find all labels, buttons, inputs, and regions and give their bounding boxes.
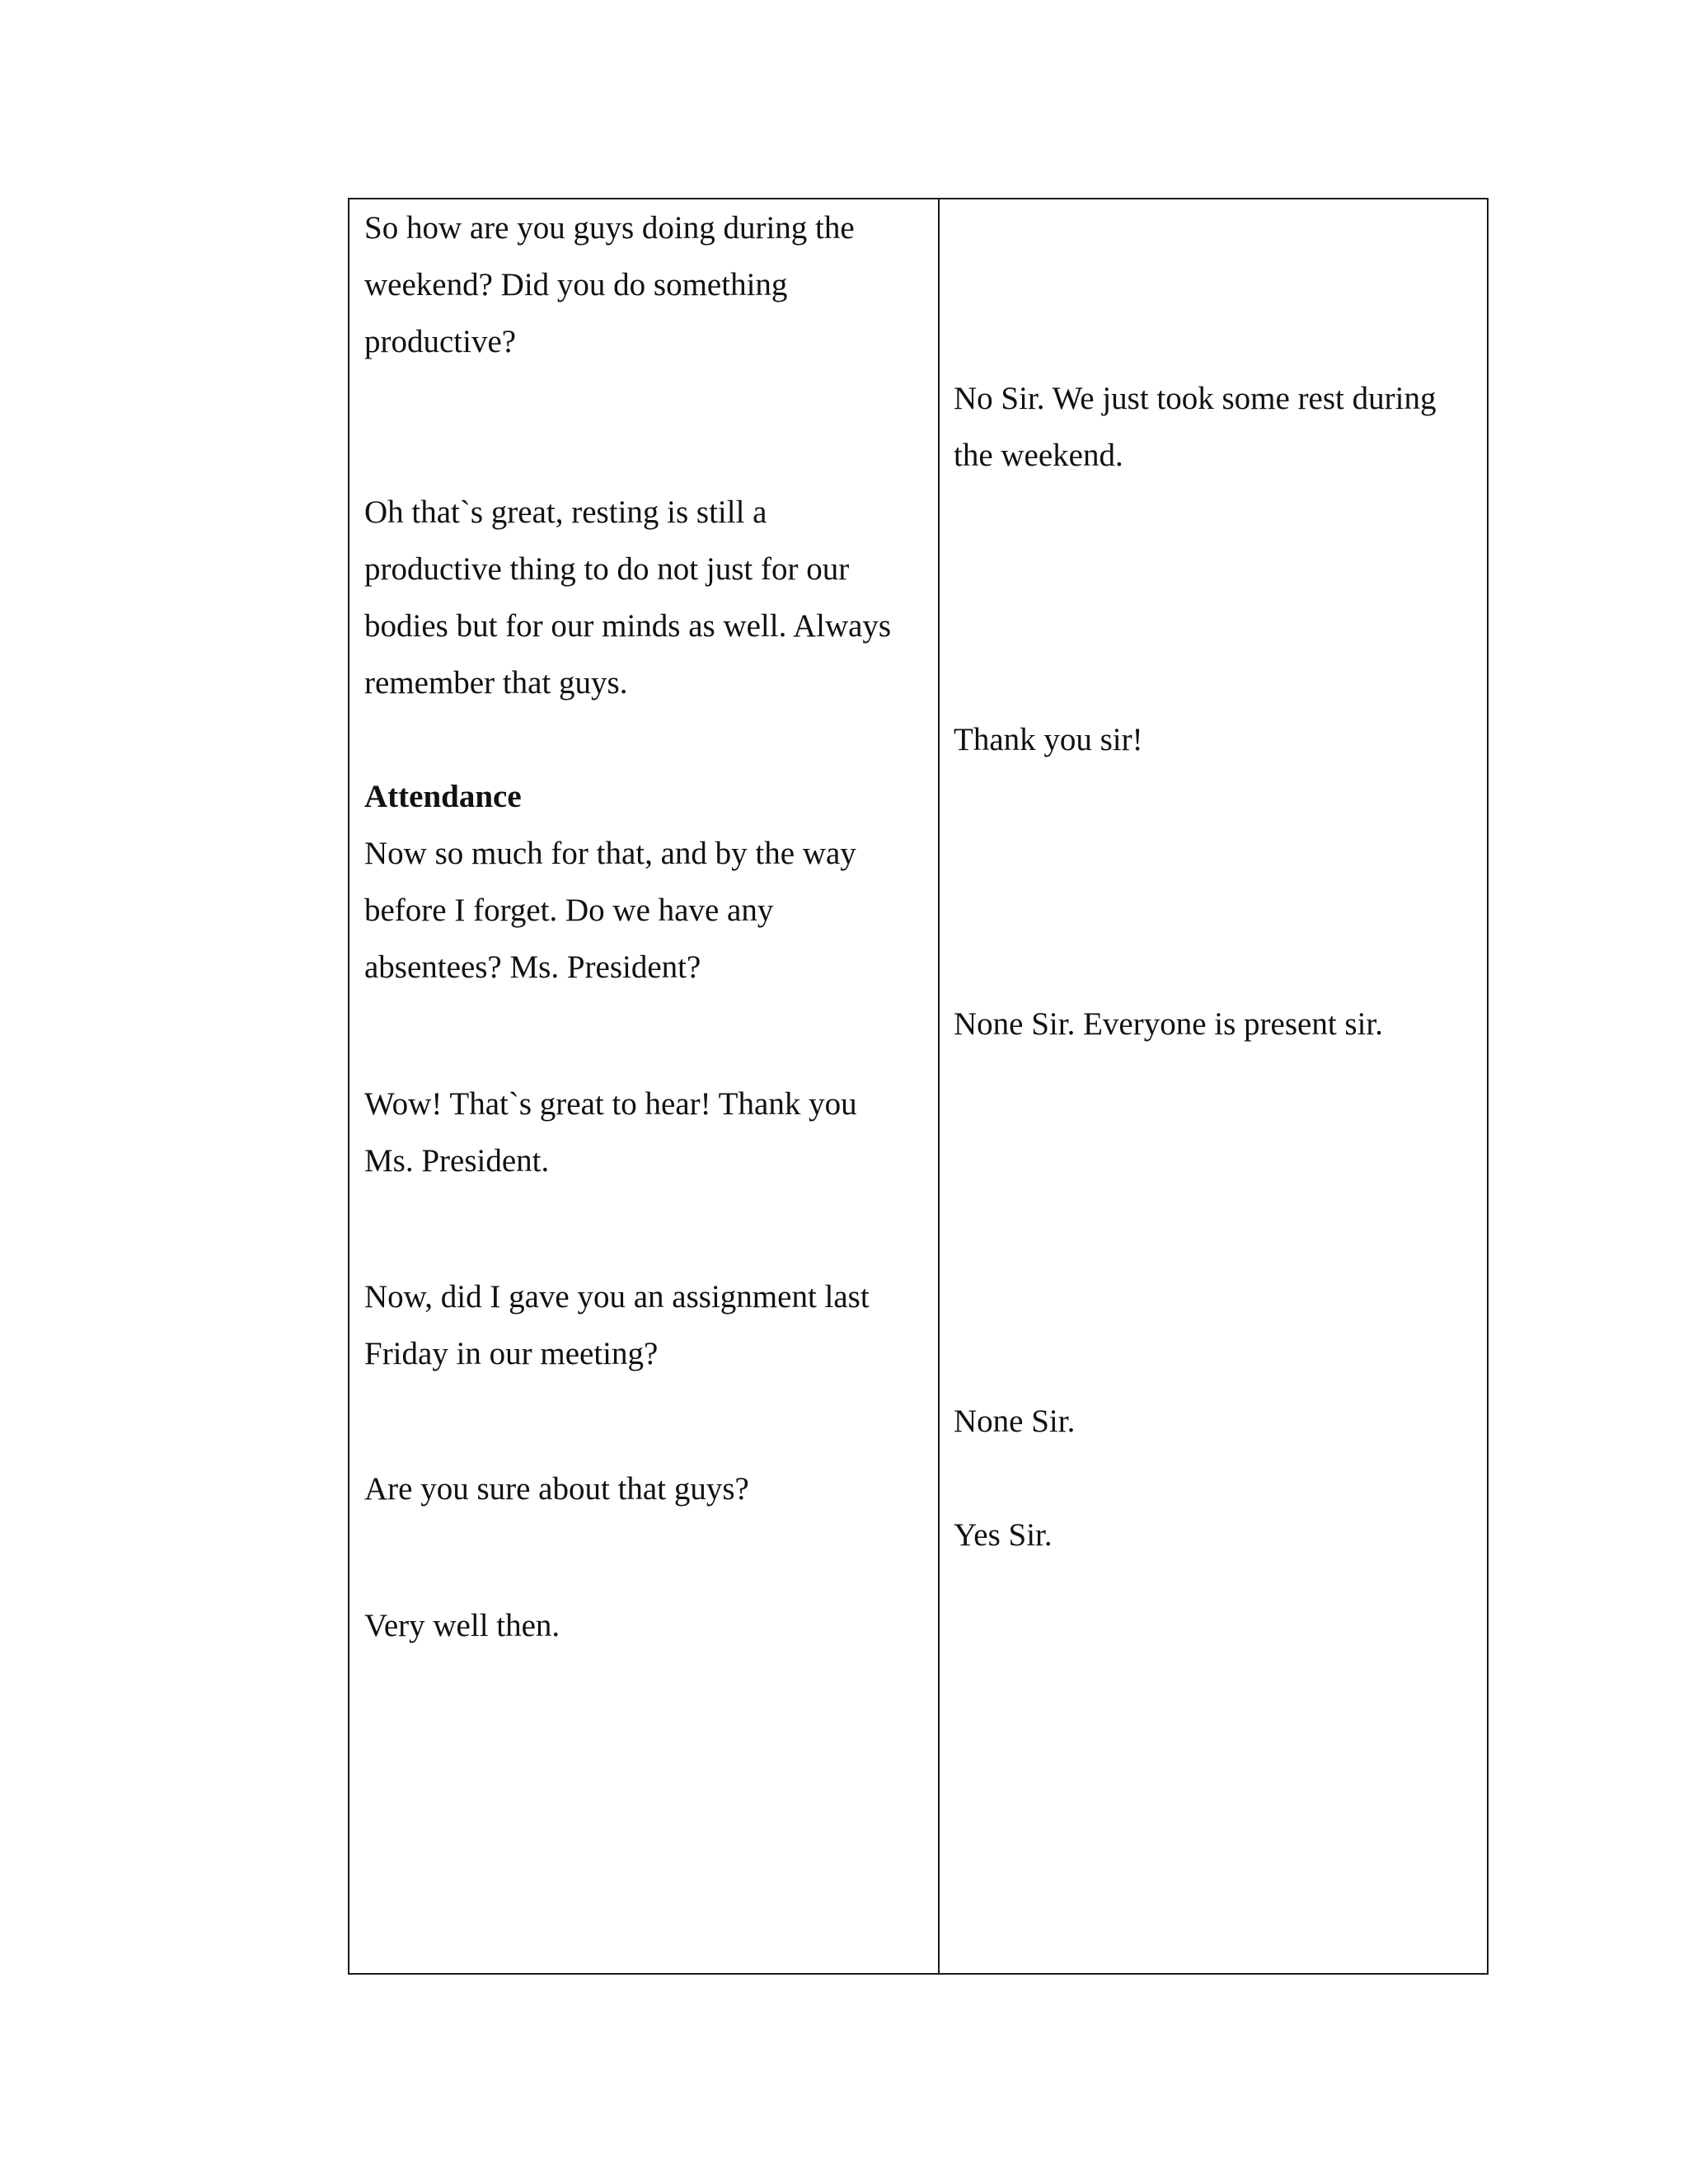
attendance-heading: Attendance: [364, 779, 522, 814]
teacher-closing: Very well then.: [364, 1608, 560, 1643]
teacher-attendance-reply-line-1: Wow! That`s great to hear! Thank you: [364, 1086, 857, 1122]
teacher-attendance-question-line-3: absentees? Ms. President?: [364, 949, 701, 985]
student-confirm-answer: Yes Sir.: [954, 1517, 1053, 1553]
teacher-greeting-line-2: weekend? Did you do something: [364, 267, 788, 302]
dialogue-table: [348, 198, 1489, 1975]
teacher-rest-comment-line-4: remember that guys.: [364, 665, 628, 701]
student-assignment-answer: None Sir.: [954, 1404, 1076, 1439]
teacher-rest-comment-line-2: productive thing to do not just for our: [364, 551, 850, 587]
teacher-rest-comment-line-3: bodies but for our minds as well. Always: [364, 608, 892, 644]
student-weekend-answer-line-1: No Sir. We just took some rest during: [954, 381, 1437, 416]
student-attendance-answer: None Sir. Everyone is present sir.: [954, 1006, 1383, 1042]
teacher-attendance-reply-line-2: Ms. President.: [364, 1143, 550, 1179]
student-weekend-answer-line-2: the weekend.: [954, 438, 1123, 473]
teacher-assignment-question-line-2: Friday in our meeting?: [364, 1336, 659, 1371]
column-divider: [938, 199, 940, 1973]
teacher-attendance-question-line-1: Now so much for that, and by the way: [364, 836, 856, 871]
student-thanks: Thank you sir!: [954, 722, 1143, 757]
teacher-confirm-question: Are you sure about that guys?: [364, 1471, 749, 1507]
teacher-attendance-question-line-2: before I forget. Do we have any: [364, 893, 774, 928]
teacher-greeting-line-1: So how are you guys doing during the: [364, 210, 855, 246]
teacher-rest-comment-line-1: Oh that`s great, resting is still a: [364, 494, 767, 530]
teacher-assignment-question-line-1: Now, did I gave you an assignment last: [364, 1279, 870, 1315]
teacher-greeting-line-3: productive?: [364, 324, 517, 359]
